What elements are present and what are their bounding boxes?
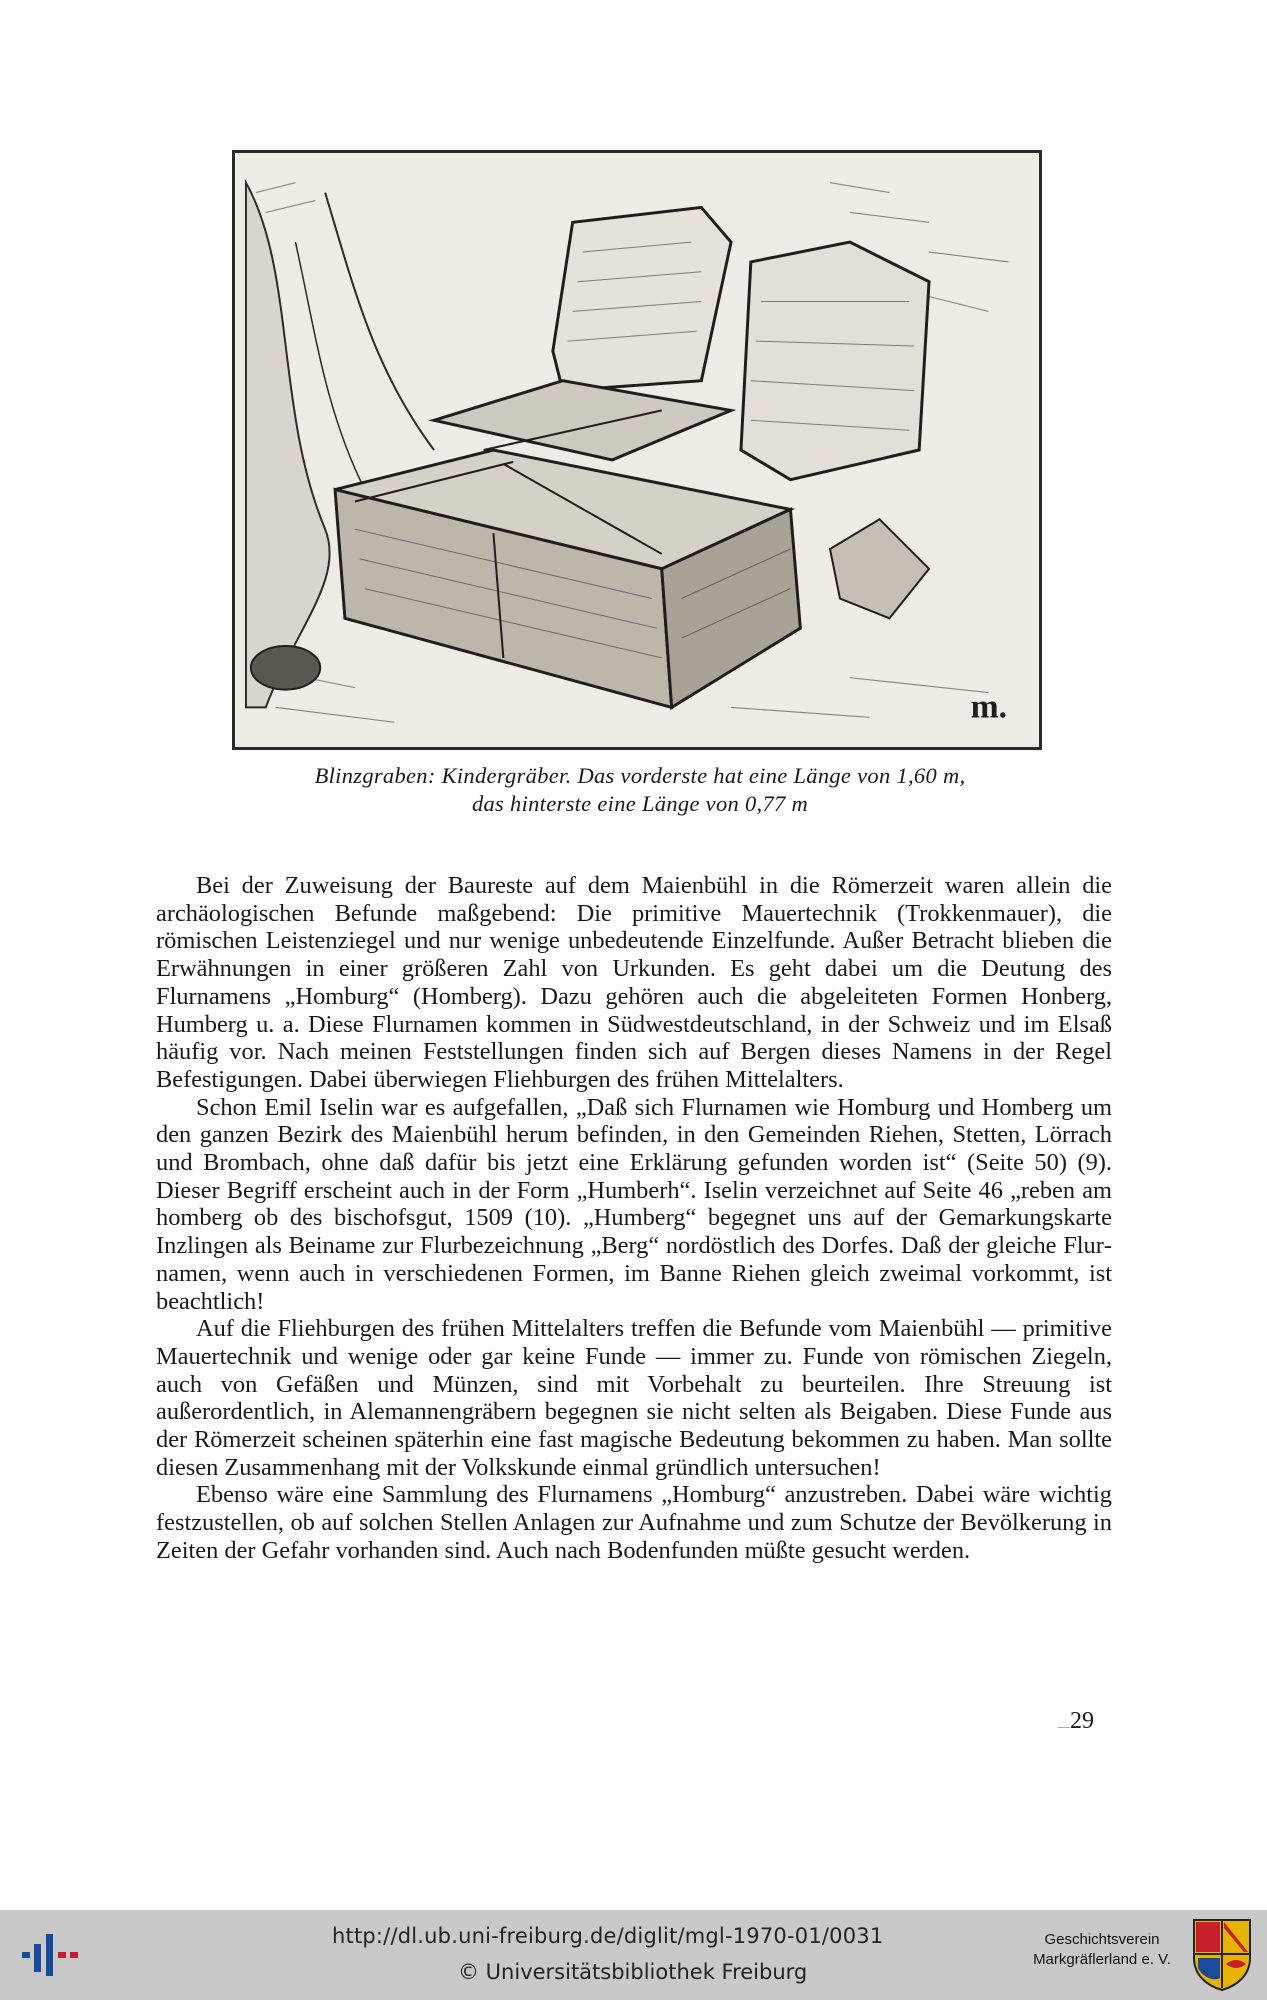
footer-society-name: [1022, 1930, 1182, 1970]
society-line-1: Geschichtsverein: [1044, 1931, 1160, 1948]
paragraph: Ebenso wäre eine Sammlung des Flurnamens „Homburg“ anzustreben. Dabei wäre wichtig festzustellen, ob auf solchen Stellen Anlagen zur Aufnahme und zum Schutze der Bevölkerung in Zeiten der Gefahr vorhanden sind. Auch nach Bodenfunden müßte gesucht werden.: [156, 1481, 1112, 1564]
footer-url-link[interactable]: http://dl.ub.uni-freiburg.de/diglit/mgl-1970-01/0031: [332, 1924, 884, 1948]
figure-illustration: [232, 150, 1042, 750]
caption-line-2: das hinterste eine Länge von 0,77 m: [471, 791, 809, 816]
page-number: 29: [1070, 1708, 1094, 1734]
ub-freiburg-logo-icon[interactable]: [22, 1930, 82, 1980]
paragraph: Auf die Fliehburgen des frühen Mittelalters treffen die Befunde vom Maienbühl — primitive Mauertechnik und wenige oder gar keine Funde — immer zu. Funde von römischen Ziegeln, auch von Gefäßen und Münzen, sind mit Vorbehalt zu beurteilen. Ihre Streuung ist außerordentlich, in Alemannengräbern begegnen sie nicht selten als Beigaben. Diese Funde aus der Römerzeit scheinen späterhin eine fast magische Bedeutung bekommen zu haben. Man sollte diesen Zusammenhang mit der Volkskunde einmal gründlich untersuchen!: [156, 1315, 1112, 1481]
paragraph: Bei der Zuweisung der Baureste auf dem Maienbühl in die Römerzeit waren allein die archäologischen Befunde maßgebend: Die primitive Mauertechnik (Trokkenmauer), die römischen Leistenziegel und nur wenige unbedeutende Einzelfunde. Außer Betracht blieben die Erwähnungen in einer größeren Zahl von Urkunden. Es geht dabei um die Deutung des Flurnamens „Homburg“ (Homberg). Dazu gehören auch die abgeleiteten Formen Honberg, Humberg u. a. Diese Flurnamen kommen in Südwestdeutschland, in der Schweiz und im Elsaß häufig vor. Nach meinen Feststellungen finden sich auf Bergen dieses Namens in der Regel Befestigungen. Dabei überwiegen Fliehburgen des frühen Mittelalters.: [156, 872, 1112, 1093]
figure-caption: [160, 762, 1120, 818]
paragraph: Schon Emil Iselin war es aufgefallen, „Daß sich Flurnamen wie Homburg und Homberg um den ganzen Bezirk des Maienbühl herum befinden, in den Gemeinden Riehen, Stetten, Lörrach und Brombach, ohne daß dafür bis jetzt eine Erklärung gefunden worden ist“ (Seite 50) (9). Dieser Begriff erscheint auch in der Form „Humberh“. Iselin verzeichnet auf Seite 46 „reben am homberg ob des bischofsgut, 1509 (10). „Humberg“ begegnet uns auf der Gemarkungskarte Inzlingen als Beiname zur Flurbezeichnung „Berg“ nordöstlich des Dorfes. Daß der gleiche Flurnamen, wenn auch in verschiedenen Formen, im Banne Riehen gleich zweimal vorkommt, ist beachtlich!: [156, 1093, 1112, 1315]
caption-line-1: Blinzgraben: Kindergräber. Das vorderste hat eine Länge von 1,60 m,: [314, 763, 966, 788]
markgraeflerland-crest-icon[interactable]: [1192, 1918, 1252, 1992]
svg-text:m.: m.: [970, 688, 1008, 726]
article-body: [156, 872, 1112, 1565]
society-line-2: Markgräflerland e. V.: [1033, 1951, 1171, 1968]
page-number-rule: [1058, 1727, 1070, 1728]
footer-copyright: © Universitätsbibliothek Freiburg: [458, 1960, 808, 1984]
footer-bar: [0, 1910, 1267, 2000]
grave-sketch: [235, 153, 1039, 747]
